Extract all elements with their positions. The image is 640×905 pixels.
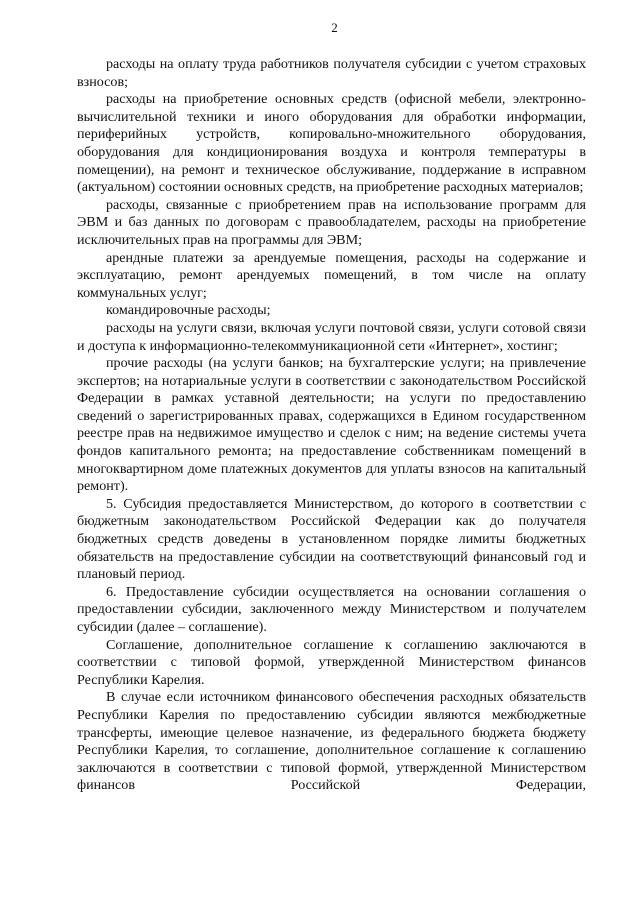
paragraph-communication-services: расходы на услуги связи, включая услуги почтовой связи, услуги сотовой связи и доступа к информационно-телекоммуникационной сети «Интернет», хостинг; — [77, 319, 586, 354]
paragraph-rent-payments: арендные платежи за арендуемые помещения, расходы на содержание и эксплуатацию, ремонт арендуемых помещений, в том числе на оплату коммунальных услуг; — [77, 249, 586, 301]
paragraph-agreement-form: Соглашение, дополнительное соглашение к соглашению заключаются в соответствии с типовой формой, утвержденной Министерством финансов Республики Карелия. — [77, 636, 586, 688]
paragraph-clause-6: 6. Предоставление субсидии осуществляется на основании соглашения о предоставлении субсидии, заключенного между Министерством и получателем субсидии (далее – соглашение). — [77, 583, 586, 635]
paragraph-federal-transfers: В случае если источником финансового обеспечения расходных обязательств Республики Карелия по предоставлению субсидии являются межбюджетные трансферты, имеющие целевое назначение, из федерального бюджета бюджету Республики Карелия, то соглашение, дополнительное соглашение к соглашению заключаются в соответствии с типовой формой, утвержденной Министерством финансов Российской Федерации, — [77, 689, 586, 794]
paragraph-other-expenses: прочие расходы (на услуги банков; на бухгалтерские услуги; на привлечение экспертов; на нотариальные услуги в соответствии с законодательством Российской Федерации в рамках уставной деятельности; на услуги по предоставлению сведений о зарегистрированных правах, содержащихся в Едином государственном реестре прав на недвижимое имущество и сделок с ним; на ведение системы учета фондов капитального ремонта; на предоставление собственникам помещений в многоквартирном доме платежных документов для уплаты взносов на капитальный ремонт). — [77, 355, 586, 495]
paragraph-clause-5: 5. Субсидия предоставляется Министерством, до которого в соответствии с бюджетным законодательством Российской Федерации как до получателя бюджетных средств доведены в установленном порядке лимиты бюджетных обязательств на предоставление субсидии на соответствующий финансовый год и плановый период. — [77, 495, 586, 583]
paragraph-travel-expenses: командировочные расходы; — [106, 302, 271, 319]
paragraph-software-rights: расходы, связанные с приобретением прав на использование программ для ЭВМ и баз данных по договорам с правообладателем, расходы на приобретение исключительных прав на программы для ЭВМ; — [77, 196, 586, 248]
paragraph-fixed-assets: расходы на приобретение основных средств (офисной мебели, электронно-вычислительной техники и иного оборудования для обработки информации, периферийных устройств, копировально-множительного оборудования, оборудования для кондиционирования воздуха и контроля температуры в помещении), на ремонт и техническое обслуживание, поддержание в исправном (актуальном) состоянии основных средств, на приобретение расходных материалов; — [77, 91, 586, 196]
paragraph-labor-costs: расходы на оплату труда работников получателя субсидии с учетом страховых взносов; — [77, 56, 586, 90]
page-number: 2 — [331, 20, 338, 35]
